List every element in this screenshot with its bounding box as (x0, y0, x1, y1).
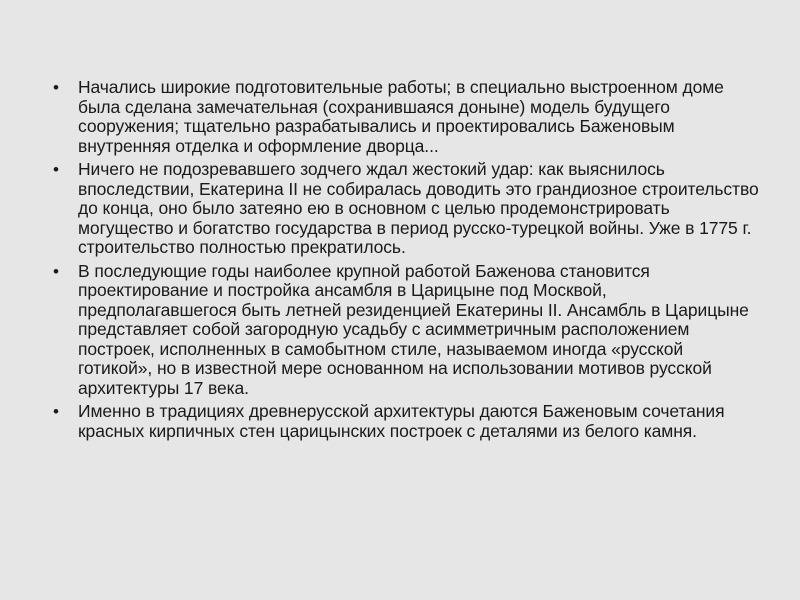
bullet-dot-icon: • (53, 160, 59, 179)
bullet-dot-icon: • (53, 402, 59, 421)
bullet-item-4 (44, 402, 760, 441)
bullet-item-3 (44, 262, 760, 399)
bullet-dot-icon: • (53, 261, 59, 281)
bullet-item-1 (44, 78, 760, 156)
bullet-list (44, 78, 760, 445)
bullet-item-2 (44, 160, 760, 258)
bullet-dot-icon: • (53, 78, 59, 97)
bullet-text: В последующие годы наиболее крупной работой Баженова становится проектирование и постройка ансамбля в Царицыне под Москвой, предполагавшегося быть летней резиденцией Екатерины II. Ансамбль в Царицыне представляет собой загородную усадьбу с асимметричным расположением построек, исполненных в самобытном стиле, называемом иногда «русской готикой», но в известной мере основанном на использовании мотивов русской архитектуры 17 века. (78, 260, 749, 398)
bullet-text: Ничего не подозревавшего зодчего ждал жестокий удар: как выяснилось впоследствии, Екатерина II не собиралась доводить это грандиозное строительство до конца, оно было затеяно ею в основном с целью продемонстрировать могущество и богатство государства в период русско-турецкой войны. Уже в 1775 г. строительство полностью прекратилось. (78, 159, 759, 257)
bullet-text: Начались широкие подготовительные работы; в специально выстроенном доме была сделана замечательная (сохранившаяся доныне) модель будущего сооружения; тщательно разрабатывались и проектировались Баженовым внутренняя отделка и оформление дворца... (78, 77, 724, 156)
bullet-text: Именно в традициях древнерусской архитектуры даются Баженовым сочетания красных кирпичных стен царицынских построек с деталями из белого камня. (78, 401, 725, 441)
